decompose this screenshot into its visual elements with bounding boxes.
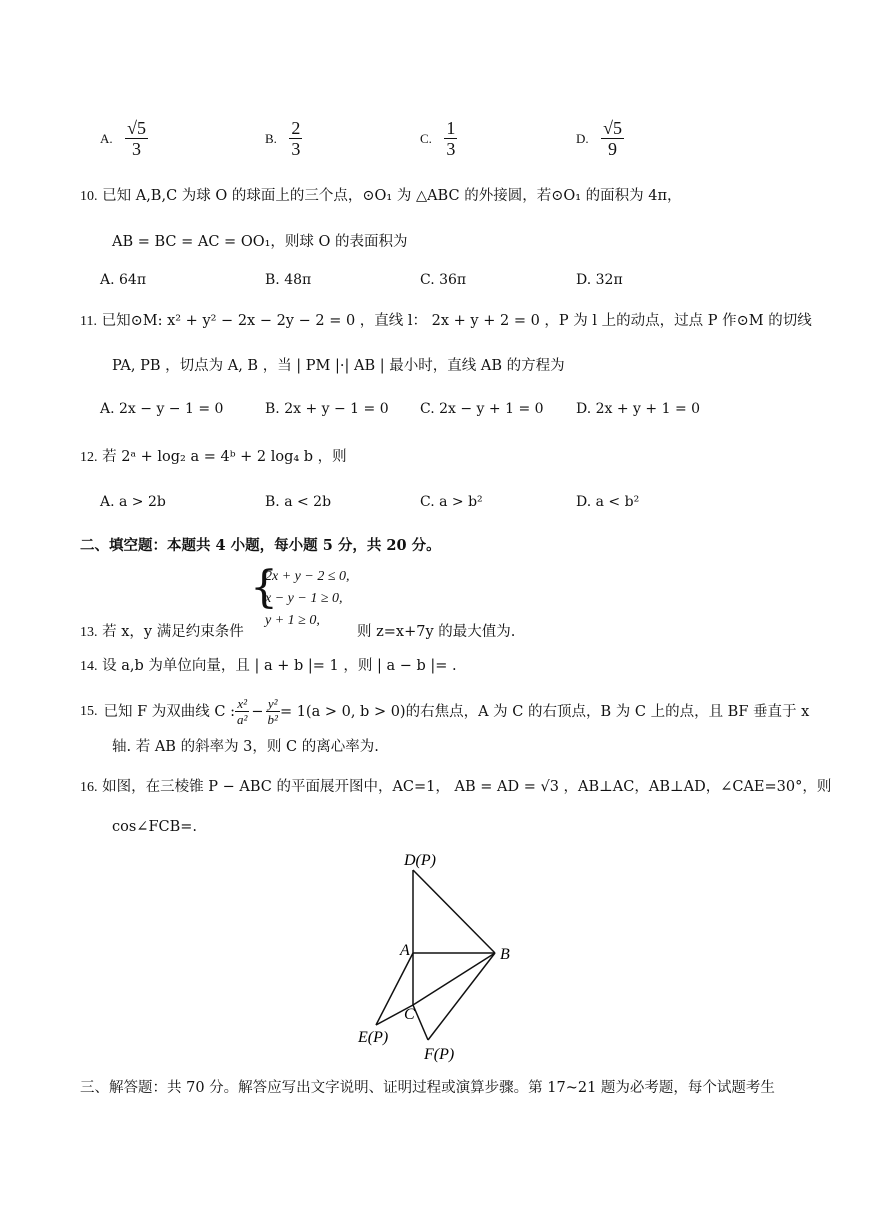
fraction [601,118,624,159]
fraction [289,118,302,159]
q9-option-a [100,118,148,159]
option-label: D. [576,130,589,146]
figure-lines [376,870,495,1040]
q9-option-d [576,118,624,159]
minus-sign: − [251,703,264,720]
numerator: √5 [127,118,146,138]
question-text: 如图，在三棱锥 P − ABC 的平面展开图中，AC=1， AB = AD = √3 ，AB⊥AC，AB⊥AD，∠CAE=30°，则 [102,779,832,795]
q10-option-a: A. 64π [100,272,147,288]
pyramid-net-figure [340,845,540,1070]
option-label: B. [265,130,277,146]
question-text: 设 a,b 为单位向量，且 | a + b |= 1 ，则 | a − b |= . [102,658,457,674]
option-label: C. [420,130,432,146]
question-number: 12. [80,450,98,465]
q11-line1 [80,311,812,332]
q11-option-a: A. 2x − y − 1 = 0 [100,401,224,417]
question-text: 的右焦点，A 为 C 的右顶点，B 为 C 上的点，且 BF 垂直于 x [405,703,810,720]
numerator: 2 [291,118,301,138]
q12-line1 [80,447,347,468]
question-number: 13. [80,625,98,640]
q9-option-b [265,118,302,159]
question-number: 10. [80,189,98,204]
q11-option-d: D. 2x + y + 1 = 0 [576,401,701,417]
label-f: F(P) [424,1046,455,1063]
numerator: √5 [603,118,622,138]
equation-rhs: = 1(a > 0, b > 0) [279,703,406,720]
numerator: y² [267,696,278,711]
q16-line2: cos∠FCB=. [112,819,198,835]
q12-option-a: A. a > 2b [100,494,166,510]
question-text: 已知 F 为双曲线 C : [103,703,235,720]
fraction-y [266,696,280,727]
label-d: D(P) [404,852,436,869]
denominator: b² [267,712,278,727]
constraint-1: 2x + y − 2 ≤ 0, [265,569,350,584]
section-3-heading: 三、解答题：共 70 分。解答应写出文字说明、证明过程或演算步骤。第 17~21 题为必考题，每个试题考生 [80,1080,775,1096]
q9-option-c [420,118,457,159]
label-b: B [500,946,510,963]
constraint-system [265,566,350,632]
edge-fb [428,953,495,1040]
q10-option-b: B. 48π [265,272,312,288]
q12-option-c: C. a > b² [420,494,483,510]
question-number: 15. [80,703,98,719]
fraction [444,118,457,159]
q15-line2: 轴. 若 AB 的斜率为 3，则 C 的离心率为. [112,739,379,755]
denominator: a² [236,712,248,727]
question-text: 已知 A,B,C 为球 O 的球面上的三个点，⊙O₁ 为 △ABC 的外接圆，若⊙O₁ 的面积为 4π， [102,188,682,204]
q12-option-d: D. a < b² [576,494,640,510]
question-number: 11. [80,314,97,329]
numerator: x² [237,696,248,711]
q10-line2: AB = BC = AC = OO₁，则球 O 的表面积为 [112,234,408,250]
fraction-x [235,696,249,727]
q14-line [80,656,457,677]
q12-option-b: B. a < 2b [265,494,332,510]
denominator: 9 [608,139,618,159]
q15-line1 [80,696,809,727]
denominator: 3 [132,139,142,159]
section-2-heading: 二、填空题：本题共 4 小题，每小题 5 分，共 20 分。 [80,537,441,554]
q10-option-d: D. 32π [576,272,623,288]
q11-line2: PA, PB ，切点为 A, B ，当 | PM |·| AB | 最小时，直线 AB 的方程为 [112,358,565,374]
label-e: E(P) [358,1029,389,1046]
q11-option-c: C. 2x − y + 1 = 0 [420,401,544,417]
fraction [125,118,148,159]
q16-line1 [80,777,831,798]
q10-option-c: C. 36π [420,272,467,288]
question-number: 14. [80,659,98,674]
option-label: A. [100,130,113,146]
constraint-brace: { [250,562,278,613]
denominator: 3 [446,139,456,159]
label-a: A [400,942,410,959]
denominator: 3 [291,139,301,159]
q11-option-b: B. 2x + y − 1 = 0 [265,401,389,417]
question-number: 16. [80,780,98,795]
question-text: 若 2ᵃ + log₂ a = 4ᵇ + 2 log₄ b ，则 [102,449,347,465]
edge-db [413,870,495,953]
q13-prefix [80,622,244,643]
edge-cb [413,953,495,1005]
question-text: 已知⊙M: x² + y² − 2x − 2y − 2 = 0 ，直线 l： 2x + y + 2 = 0 ，P 为 l 上的动点，过点 P 作⊙M 的切线 [101,313,812,329]
label-c: C [404,1006,415,1023]
q13-suffix: 则 z=x+7y 的最大值为. [357,624,516,640]
q10-line1 [80,186,682,207]
question-text: 若 x，y 满足约束条件 [102,624,244,640]
edge-cf [413,1005,428,1040]
numerator: 1 [446,118,456,138]
constraint-3: y + 1 ≥ 0, [265,613,320,628]
constraint-2: x − y − 1 ≥ 0, [265,591,343,606]
